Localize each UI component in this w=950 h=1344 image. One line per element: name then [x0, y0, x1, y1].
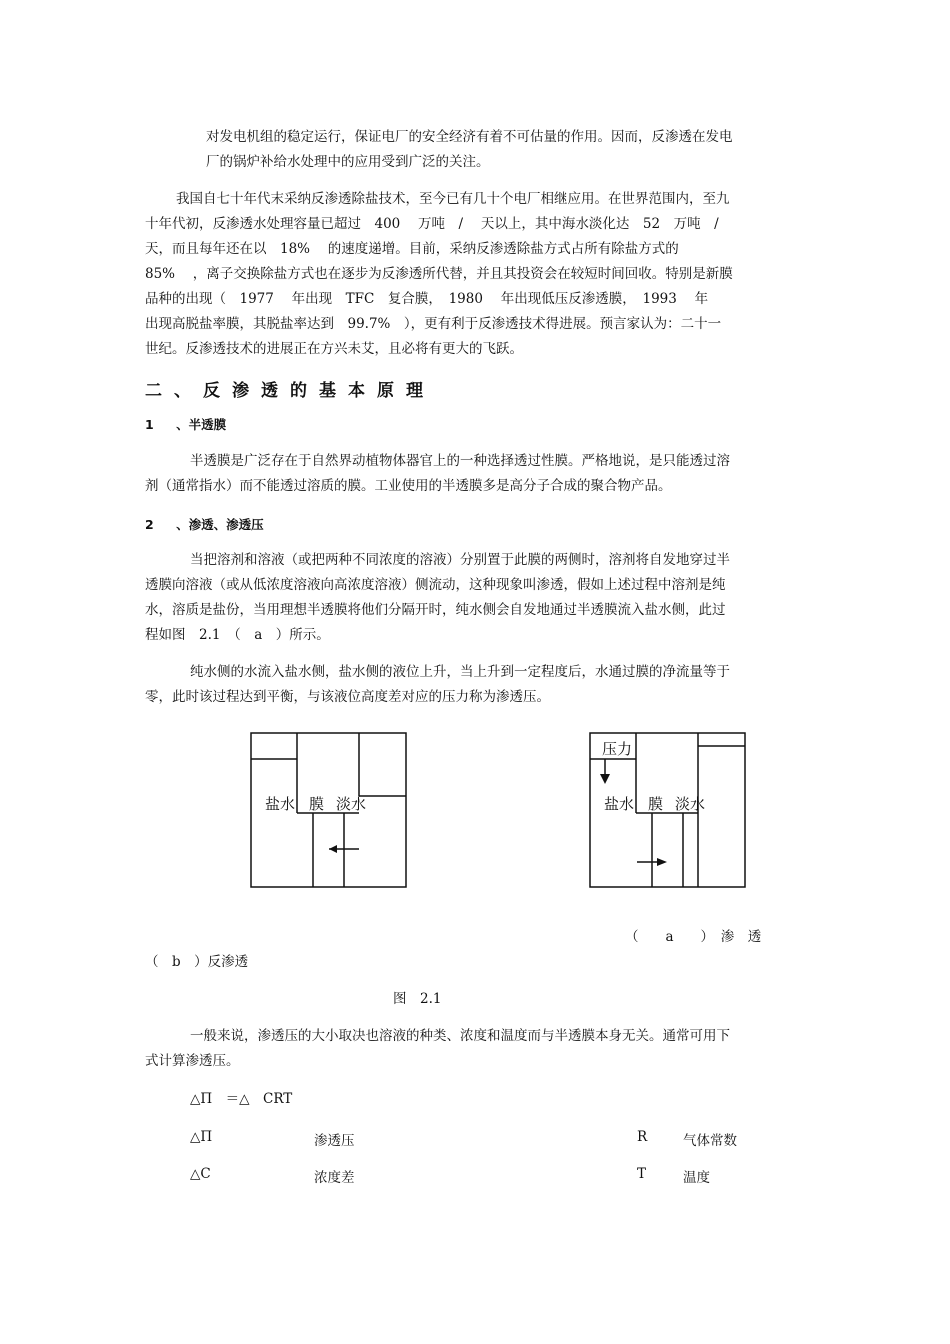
symbol-description: 渗透压	[314, 1133, 355, 1149]
paragraph-line: 剂（通常指水）而不能透过溶质的膜。工业使用的半透膜多是高分子合成的聚合物产品。	[145, 478, 672, 494]
paragraph-line: 我国自七十年代末采纳反渗透除盐技术，至今已有几十个电厂相继应用。在世界范围内，至九	[176, 191, 730, 207]
reverse-osmosis-diagram	[584, 728, 754, 893]
subsection-title: 、渗透、渗透压	[176, 517, 264, 532]
paragraph-line: 式计算渗透压。	[145, 1053, 240, 1069]
paragraph-line: 品种的出现（ 1977 年出现 TFC 复合膜， 1980 年出现低压反渗透膜， 1993 年	[145, 291, 709, 307]
section-title: 二、反渗透的基本原理	[145, 381, 435, 401]
paragraph-line: 天，而且每年还在以 18% 的速度递增。目前，采纳反渗透除盐方式占所有除盐方式的	[145, 241, 679, 257]
label-membrane: 膜	[309, 795, 325, 813]
label-fresh-water: 淡水	[336, 795, 367, 813]
paragraph-line: 十年代初，反渗透水处理容量已超过 400 万吨 / 天以上，其中海水淡化达 52 万吨 /	[145, 216, 719, 232]
symbol: △Π	[190, 1129, 213, 1145]
paragraph-line: 半透膜是广泛存在于自然界动植物体器官上的一种选择透过性膜。严格地说，是只能透过溶	[190, 453, 730, 469]
label-salt-water: 盐水	[265, 795, 296, 813]
pressure-arrow-down-icon	[600, 774, 610, 784]
symbol: R	[637, 1129, 648, 1145]
flow-arrow-right-icon	[657, 858, 667, 866]
paragraph-line: 当把溶剂和溶液（或把两种不同浓度的溶液）分别置于此膜的两侧时，溶剂将自发地穿过半	[190, 552, 730, 568]
formula: △Π ＝△ CRT	[190, 1091, 293, 1107]
subsection-heading-1	[145, 415, 226, 433]
paragraph-line: 世纪。反渗透技术的进展正在方兴未艾，且必将有更大的飞跃。	[145, 341, 523, 357]
subsection-heading-2	[145, 515, 264, 533]
symbol-description: 浓度差	[314, 1170, 355, 1186]
flow-arrow-left-icon	[329, 845, 337, 853]
subsection-title: 、半透膜	[176, 417, 227, 432]
label-salt-water: 盐水	[604, 795, 635, 813]
osmosis-diagram	[245, 728, 415, 893]
caption-a: （ a ） 渗 透	[625, 929, 762, 945]
subsection-number: 1	[145, 417, 154, 432]
symbol: △C	[190, 1166, 211, 1182]
intro-line-2: 厂的锅炉补给水处理中的应用受到广泛的关注。	[206, 154, 490, 170]
symbol-description: 温度	[683, 1170, 710, 1186]
paragraph-line: 纯水侧的水流入盐水侧，盐水侧的液位上升，当上升到一定程度后，水通过膜的净流量等于	[190, 664, 730, 680]
paragraph-line: 水，溶质是盐份，当用理想半透膜将他们分隔开时，纯水侧会自发地通过半透膜流入盐水侧，此过	[145, 602, 726, 618]
figure-label: 图 2.1	[393, 991, 442, 1007]
symbol-description: 气体常数	[683, 1133, 737, 1149]
symbol: T	[637, 1166, 647, 1182]
paragraph-line: 出现高脱盐率膜，其脱盐率达到 99.7% ），更有利于反渗透技术得进展。预言家认为：二十一	[145, 316, 722, 332]
paragraph-line: 透膜向溶液（或从低浓度溶液向高浓度溶液）侧流动，这种现象叫渗透，假如上述过程中溶剂是纯	[145, 577, 726, 593]
paragraph-line: 程如图 2.1 （ a ）所示。	[145, 627, 330, 643]
paragraph-line: 85% ，离子交换除盐方式也在逐步为反渗透所代替，并且其投资会在较短时间回收。特别是新膜	[145, 266, 733, 282]
caption-b: （ b ）反渗透	[145, 954, 249, 970]
paragraph-line: 零，此时该过程达到平衡，与该液位高度差对应的压力称为渗透压。	[145, 689, 550, 705]
subsection-number: 2	[145, 517, 154, 532]
label-membrane: 膜	[648, 795, 664, 813]
label-pressure: 压力	[602, 740, 633, 758]
paragraph-line: 一般来说，渗透压的大小取决也溶液的种类、浓度和温度而与半透膜本身无关。通常可用下	[190, 1028, 730, 1044]
intro-line-1: 对发电机组的稳定运行，保证电厂的安全经济有着不可估量的作用。因而，反渗透在发电	[206, 129, 733, 145]
label-fresh-water: 淡水	[675, 795, 706, 813]
